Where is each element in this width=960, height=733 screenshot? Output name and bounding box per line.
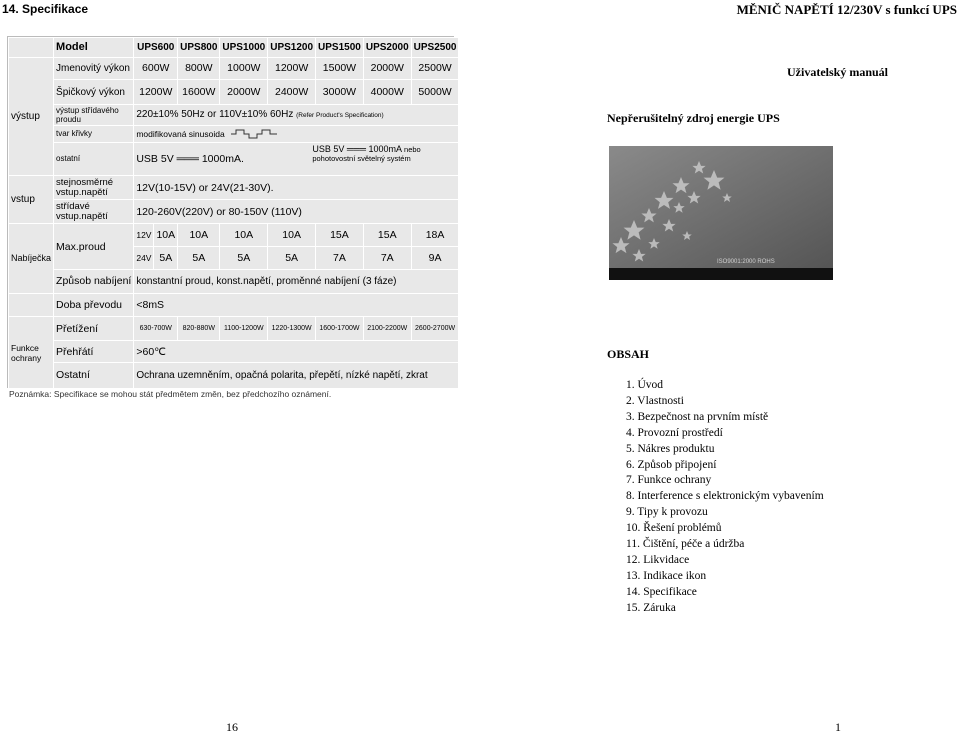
peak-power-cell: 2000W	[220, 80, 268, 105]
model-cell: UPS1500	[316, 38, 364, 58]
ac-output-text: 220±10% 50Hz or 110V±10% 60Hz	[136, 109, 294, 121]
overload-cell: 1100-1200W	[220, 317, 268, 341]
rated-power-cell: 600W	[134, 57, 178, 80]
peak-power-cell: 3000W	[316, 80, 364, 105]
current-12v-cell: 18A	[411, 224, 459, 247]
group-label-charger: Nabíječka	[9, 224, 54, 293]
product-base	[609, 268, 833, 280]
toc-item: 8. Interference s elektronickým vybavením	[626, 490, 824, 503]
peak-power-label: Špičkový výkon	[54, 80, 134, 105]
wave-shape-text: modifikovaná sinusoida	[136, 128, 225, 139]
toc-item: 1. Úvod	[626, 379, 664, 391]
model-cell: UPS1200	[268, 38, 316, 58]
current-24v-cell: 9A	[411, 247, 459, 270]
transfer-time-label: Doba převodu	[54, 293, 134, 317]
current-12v-cell: 10A	[220, 224, 268, 247]
section-heading: 14. Specifikace	[2, 2, 89, 16]
toc-item: 9. Tipy k provozu	[626, 506, 708, 519]
charge-mode-value: konstantní proud, konst.napětí, proměnné nabíjení (3 fáze)	[134, 269, 459, 293]
group-label-input: vstup	[9, 175, 54, 224]
current-12v-cell: 10A	[268, 224, 316, 247]
peak-power-cell: 5000W	[411, 80, 459, 105]
current-12v-cell: 10A	[178, 224, 220, 247]
overheat-value: >60℃	[134, 341, 459, 363]
current-24v-cell: 5A	[220, 247, 268, 270]
voltage-24v-label: 24V	[134, 247, 154, 270]
peak-power-cell: 1600W	[178, 80, 220, 105]
ac-output-note: (Refer Product's Specification)	[296, 112, 384, 120]
group-label-protection: Funkce ochrany	[9, 317, 54, 389]
toc-item: 4. Provozní prostředí	[626, 426, 723, 439]
document-title: MĚNIČ NAPĚTÍ 12/230V s funkcí UPS	[736, 2, 957, 17]
toc-list	[626, 378, 824, 617]
rated-power-label: Jmenovitý výkon	[54, 57, 134, 80]
page-number-left: 16	[226, 720, 238, 733]
current-12v-cell: 15A	[363, 224, 411, 247]
rated-power-cell: 800W	[178, 57, 220, 80]
voltage-12v-label: 12V	[134, 224, 154, 247]
ac-input-label: střídavé vstup.napětí	[54, 200, 134, 224]
toc-item: 10. Řešení problémů	[626, 522, 722, 535]
current-12v-cell: 15A	[316, 224, 364, 247]
current-24v-cell: 5A	[154, 247, 178, 270]
product-subtitle: Nepřerušitelný zdroj energie UPS	[607, 111, 780, 125]
group-label-output: výstup	[9, 57, 54, 175]
usb-value-alt: USB 5V ═══ 1000mA	[312, 144, 402, 155]
overload-cell: 1220-1300W	[268, 317, 316, 341]
transfer-time-value: <8mS	[134, 293, 459, 317]
ac-input-value: 120-260V(220V) or 80-150V (110V)	[134, 200, 459, 224]
toc-item: 7. Funkce ochrany	[626, 474, 712, 487]
rated-power-cell: 1500W	[316, 57, 364, 80]
rated-power-cell: 2500W	[411, 57, 459, 80]
peak-power-cell: 1200W	[134, 80, 178, 105]
toc-item: 3. Bezpečnost na prvním místě	[626, 410, 769, 423]
toc-title: OBSAH	[607, 347, 650, 361]
model-label: Model	[54, 38, 134, 58]
product-image	[609, 146, 833, 280]
usb-standby-light: pohotovostní světelný systém	[312, 154, 411, 164]
max-current-label: Max.proud	[54, 224, 134, 270]
dc-input-label: stejnosměrné vstup.napětí	[54, 175, 134, 200]
model-cell: UPS1000	[220, 38, 268, 58]
cert-text: ISO9001:2000 ROHS	[717, 259, 775, 265]
peak-power-cell: 2400W	[268, 80, 316, 105]
model-cell: UPS2000	[363, 38, 411, 58]
modified-sine-wave-icon	[231, 129, 277, 139]
peak-power-cell: 4000W	[363, 80, 411, 105]
overload-cell: 1600-1700W	[316, 317, 364, 341]
toc-item: 15. Záruka	[626, 601, 676, 614]
model-cell: UPS800	[178, 38, 220, 58]
toc-item: 11. Čištění, péče a údržba	[626, 538, 745, 551]
toc-item: 13. Indikace ikon	[626, 569, 707, 582]
usb-value: USB 5V ═══ 1000mA.	[136, 152, 244, 165]
toc-item: 12. Likvidace	[626, 553, 690, 566]
rated-power-cell: 1000W	[220, 57, 268, 80]
overload-cell: 630-700W	[134, 317, 178, 341]
rated-power-cell: 2000W	[363, 57, 411, 80]
overload-cell: 2100-2200W	[363, 317, 411, 341]
dc-input-value: 12V(10-15V) or 24V(21-30V).	[134, 175, 459, 200]
current-12v-cell: 10A	[154, 224, 178, 247]
page-number-right: 1	[835, 720, 841, 733]
toc-item: 14. Specifikace	[626, 585, 697, 598]
others-value: Ochrana uzemněním, opačná polarita, přepětí, nízké napětí, zkrat	[134, 362, 459, 388]
current-24v-cell: 7A	[363, 247, 411, 270]
model-cell: UPS2500	[411, 38, 459, 58]
toc-item: 5. Nákres produktu	[626, 442, 715, 455]
current-24v-cell: 5A	[268, 247, 316, 270]
overload-cell: 2600-2700W	[411, 317, 459, 341]
ac-output-label: výstup střídavého proudu	[54, 105, 134, 126]
overload-cell: 820-880W	[178, 317, 220, 341]
rated-power-cell: 1200W	[268, 57, 316, 80]
overheat-label: Přehřátí	[54, 341, 134, 363]
model-cell: UPS600	[134, 38, 178, 58]
spec-table-image	[7, 36, 457, 388]
ac-output-value	[134, 105, 459, 126]
others-label: Ostatní	[54, 362, 134, 388]
usb-output-value	[134, 143, 459, 176]
current-24v-cell: 7A	[316, 247, 364, 270]
current-24v-cell: 5A	[178, 247, 220, 270]
toc-item: 2. Vlastnosti	[626, 394, 684, 407]
wave-shape-value	[134, 125, 459, 142]
charge-mode-label: Způsob nabíjení	[54, 269, 134, 293]
other-output-label: ostatní	[54, 143, 134, 176]
manual-title: Uživatelský manuál	[787, 65, 889, 79]
stars-pattern-icon	[609, 146, 833, 268]
spec-note: Poznámka: Specifikace se mohou stát předmětem změn, bez předchozího oznámení.	[9, 389, 332, 399]
wave-shape-label: tvar křivky	[54, 125, 134, 142]
spec-table	[8, 37, 459, 389]
overload-label: Přetížení	[54, 317, 134, 341]
usb-or: nebo	[404, 145, 421, 155]
toc-item: 6. Způsob připojení	[626, 458, 717, 471]
usb-standby-block	[312, 145, 420, 163]
